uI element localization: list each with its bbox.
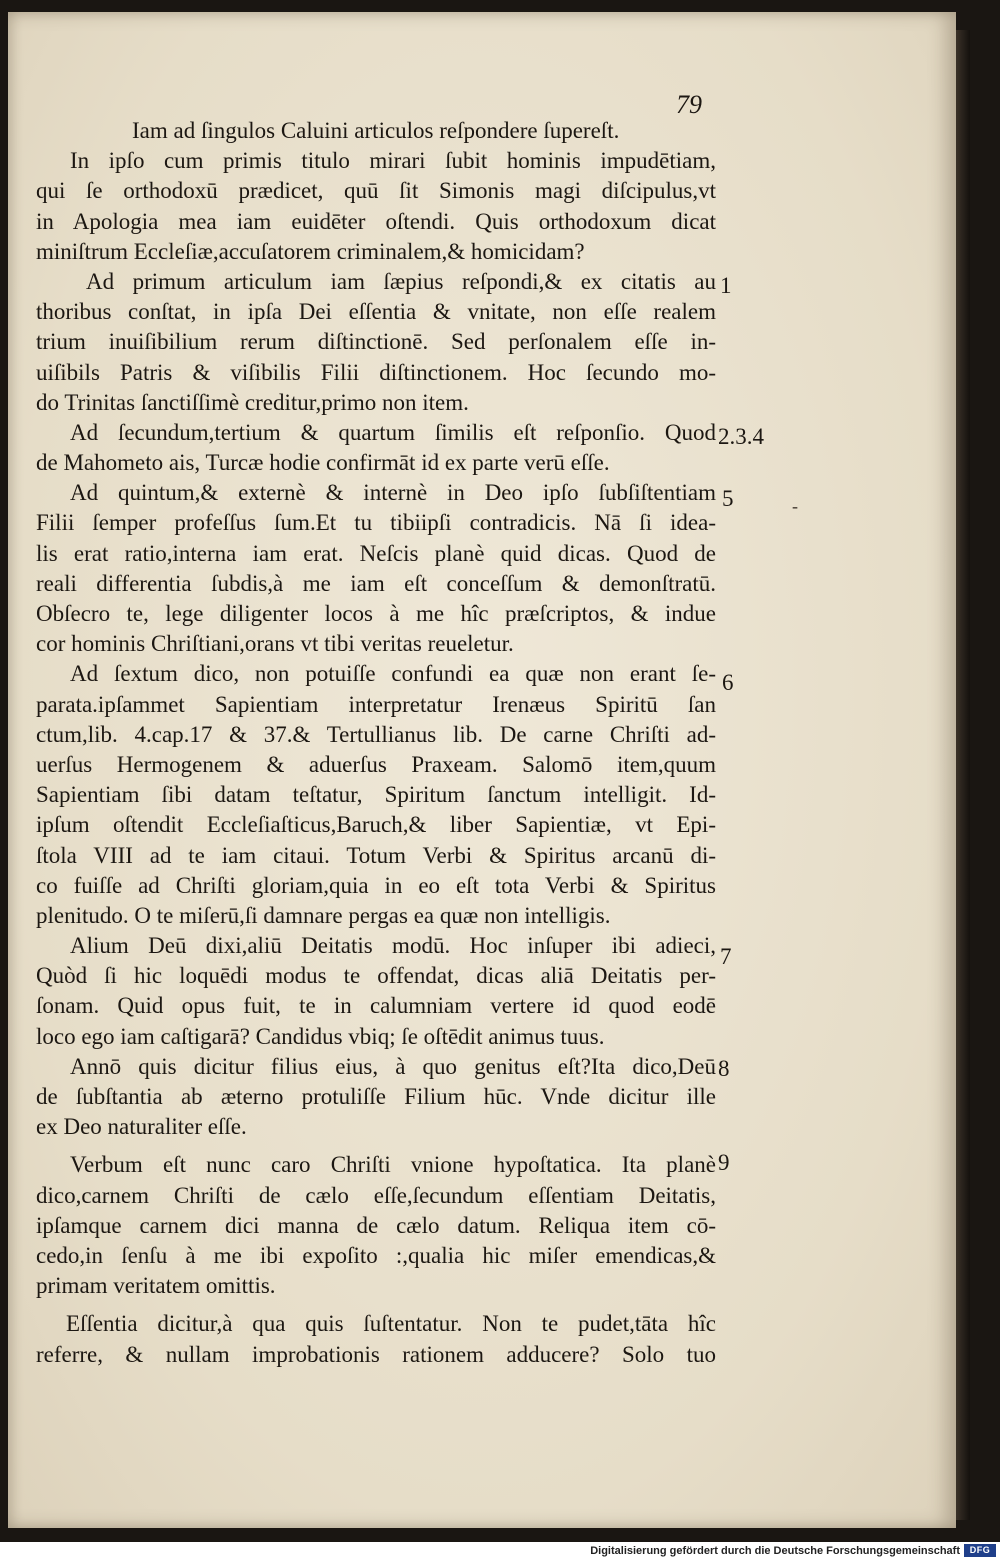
dfg-logo-icon: DFG bbox=[964, 1544, 996, 1557]
text-line: Alium Deū dixi,aliū Deitatis modū. Hoc inſuper ibi adieci, bbox=[70, 933, 716, 959]
text-line: uiſibils Patris & viſibilis Filii diſtinctionem. Hoc ſecundo mo- bbox=[36, 359, 716, 385]
text-line: ctum,lib. 4.cap.17 & 37.& Tertullianus lib. De carne Chriſti ad- bbox=[36, 721, 716, 747]
paragraph-gap bbox=[36, 1142, 716, 1150]
text-line: loco ego iam caſtigarā? Candidus vbiq; ſe oſtēdit animus tuus. bbox=[36, 1023, 605, 1049]
margin-note: 2.3.4 bbox=[718, 424, 764, 449]
text-line: parata.ipſammet Sapientiam interpretatur Irenæus Spiritū ſan bbox=[36, 691, 716, 717]
text-line: plenitudo. O te miſerū,ſi damnare pergas ea quæ non intelligis. bbox=[36, 902, 611, 928]
text-line: ipſum oſtendit Eccleſiaſticus,Baruch,& liber Sapientiæ, vt Epi- bbox=[36, 812, 716, 838]
text-line: Ad primum articulum iam ſæpius reſpondi,& ex citatis au bbox=[86, 268, 716, 294]
text-line: do Trinitas ſanctiſſimè creditur,primo non item. bbox=[36, 389, 469, 415]
text-line: uerſus Hermogenem & aduerſus Praxeam. Salomō item,quum bbox=[36, 751, 716, 777]
text-line: Eſſentia dicitur,à qua quis ſuſtentatur. Non te pudet,tāta hîc bbox=[66, 1311, 716, 1337]
footer bbox=[0, 1542, 1000, 1560]
text-line: trium inuiſibilium rerum diſtinctionē. Sed perſonalem eſſe in- bbox=[36, 329, 716, 355]
text-line: miniſtrum Eccleſiæ,accuſatorem criminalem,& homicidam? bbox=[36, 238, 585, 264]
margin-note: 7 bbox=[720, 944, 732, 969]
text-line: cedo,in ſenſu à me ibi expoſito :,qualia hic miſer emendicas,& bbox=[36, 1242, 716, 1268]
text-line: Sapientiam ſibi datam teſtatur, Spiritum ſanctum intelligit. Id- bbox=[36, 782, 716, 808]
text-line: Obſecro te, lege diligenter locos à me hîc præſcriptos, & indue bbox=[36, 601, 716, 626]
margin-note: 6 bbox=[722, 670, 734, 695]
text-line: ipſamque carnem dici manna de cælo datum. Reliqua item cō- bbox=[36, 1212, 716, 1238]
stray-mark: - bbox=[792, 496, 798, 516]
text-line: ſonam. Quid opus fuit, te in calumniam vertere id quod eodē bbox=[36, 993, 716, 1019]
margin-note: 5 bbox=[722, 486, 734, 511]
text-line: Ad ſecundum,tertium & quartum ſimilis eſt reſponſio. Quod bbox=[70, 419, 716, 445]
text-line: reali differentia ſubdis,à me iam eſt conceſſum & demonſtratū. bbox=[36, 570, 716, 596]
text-line: referre, & nullam improbationis rationem adducere? Solo tuo bbox=[36, 1341, 716, 1367]
text-line: Ad quintum,& externè & internè in Deo ipſo ſubſiſtentiam bbox=[70, 480, 716, 506]
page-number: 79 bbox=[676, 90, 702, 119]
text-line: ex Deo naturaliter eſſe. bbox=[36, 1114, 247, 1140]
text-line: Annō quis dicitur filius eius, à quo genitus eſt?Ita dico,Deū bbox=[70, 1053, 716, 1079]
text-line: ſtola VIII ad te iam citaui. Totum Verbi & Spiritus arcanū di- bbox=[36, 842, 716, 868]
margin-note: 9 bbox=[718, 1150, 730, 1175]
margin-note: 1 bbox=[720, 273, 732, 298]
text-line: Ad ſextum dico, non potuiſſe confundi ea quæ non erant ſe- bbox=[70, 661, 716, 687]
text-line: in Apologia mea iam euidēter oſtendi. Quis orthodoxum dicat bbox=[36, 208, 716, 234]
text-line: Quòd ſi hic loquēdi modus te offendat, dicas aliā Deitatis per- bbox=[36, 963, 716, 989]
text-line: qui ſe orthodoxū prædicet, quū ſit Simonis magi diſcipulus,vt bbox=[36, 178, 716, 204]
text-line: Iam ad ſingulos Caluini articulos reſpondere ſupereſt. bbox=[132, 118, 620, 143]
text-line: Verbum eſt nunc caro Chriſti vnione hypoſtatica. Ita planè bbox=[70, 1152, 716, 1178]
text-line: In ipſo cum primis titulo mirari ſubit hominis impudētiam, bbox=[70, 148, 716, 174]
text-line: thoribus conſtat, in ipſa Dei eſſentia & vnitate, non eſſe realem bbox=[36, 299, 716, 325]
text-line: de Mahometo ais, Turcæ hodie confirmāt id ex parte verū eſſe. bbox=[36, 450, 610, 476]
text-line: lis erat ratio,interna iam erat. Neſcis planè quid dicas. Quod de bbox=[36, 540, 716, 566]
text-line: de ſubſtantia ab æterno protuliſſe Filium hūc. Vnde dicitur ille bbox=[36, 1084, 716, 1109]
margin-note: 8 bbox=[718, 1056, 730, 1081]
paragraph-gap bbox=[36, 1301, 716, 1309]
text-line: Filii ſemper profeſſus ſum.Et tu tibiipſi contradicis. Nā ſi idea- bbox=[36, 510, 716, 536]
text-line: dico,carnem Chriſti de cælo eſſe,ſecundum eſſentiam Deitatis, bbox=[36, 1182, 716, 1208]
footer-credit: Digitalisierung gefördert durch die Deutsche Forschungsgemeinschaft bbox=[590, 1545, 960, 1557]
text-line: primam veritatem omittis. bbox=[36, 1273, 276, 1299]
text-line: cor hominis Chriſtiani,orans vt tibi veritas reueletur. bbox=[36, 631, 514, 657]
page-edge bbox=[956, 30, 970, 1520]
body-text bbox=[36, 116, 716, 1370]
text-line: co fuiſſe ad Chriſti gloriam,quia in eo eſt tota Verbi & Spiritus bbox=[36, 872, 716, 898]
